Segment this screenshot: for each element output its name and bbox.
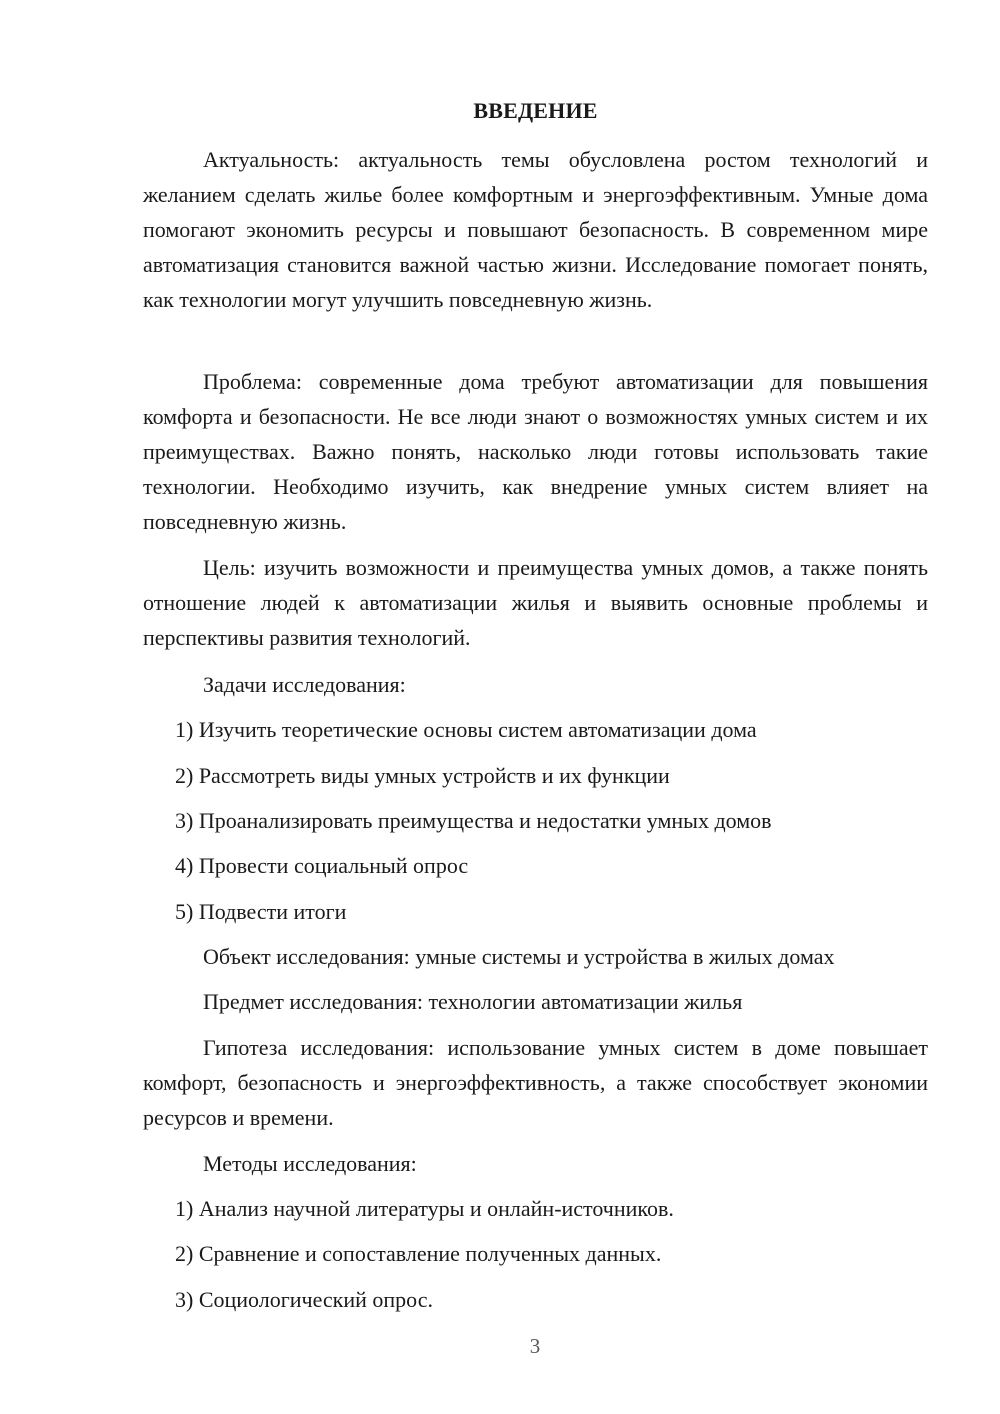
method-item: 1) Анализ научной литературы и онлайн-источников.: [175, 1196, 674, 1221]
relevance-paragraph: Актуальность: актуальность темы обусловлена ростом технологий и желанием сделать жилье более комфортным и энергоэффективным. Умные дома помогают экономить ресурсы и повышают безопасность. В современном мире автоматизация становится важной частью жизни. Исследование помогает понять, как технологии могут улучшить повседневную жизнь.: [143, 147, 928, 312]
task-item: 2) Рассмотреть виды умных устройств и их функции: [175, 763, 670, 788]
research-object: Объект исследования: умные системы и устройства в жилых домах: [203, 944, 835, 969]
task-item: 3) Проанализировать преимущества и недостатки умных домов: [175, 808, 772, 833]
task-item: 1) Изучить теоретические основы систем автоматизации дома: [175, 717, 757, 742]
method-item: 2) Сравнение и сопоставление полученных данных.: [175, 1241, 662, 1266]
goal-paragraph: Цель: изучить возможности и преимущества умных домов, а также понять отношение людей к автоматизации жилья и выявить основные проблемы и перспективы развития технологий.: [143, 555, 928, 650]
hypothesis-paragraph: Гипотеза исследования: использование умных систем в доме повышает комфорт, безопасность и энергоэффективность, а также способствует экономии ресурсов и времени.: [143, 1035, 928, 1130]
problem-paragraph: Проблема: современные дома требуют автоматизации для повышения комфорта и безопасности. Не все люди знают о возможностях умных систем и их преимуществах. Важно понять, насколько люди готовы использовать такие технологии. Необходимо изучить, как внедрение умных систем влияет на повседневную жизнь.: [143, 369, 928, 534]
research-subject: Предмет исследования: технологии автоматизации жилья: [203, 989, 743, 1014]
method-item: 3) Социологический опрос.: [175, 1287, 433, 1312]
task-item: 5) Подвести итоги: [175, 899, 347, 924]
tasks-heading: Задачи исследования:: [203, 672, 406, 697]
page-title: ВВЕДЕНИЕ: [473, 98, 598, 123]
page-number: 3: [529, 1334, 541, 1358]
methods-heading: Методы исследования:: [203, 1151, 417, 1176]
task-item: 4) Провести социальный опрос: [175, 853, 469, 878]
